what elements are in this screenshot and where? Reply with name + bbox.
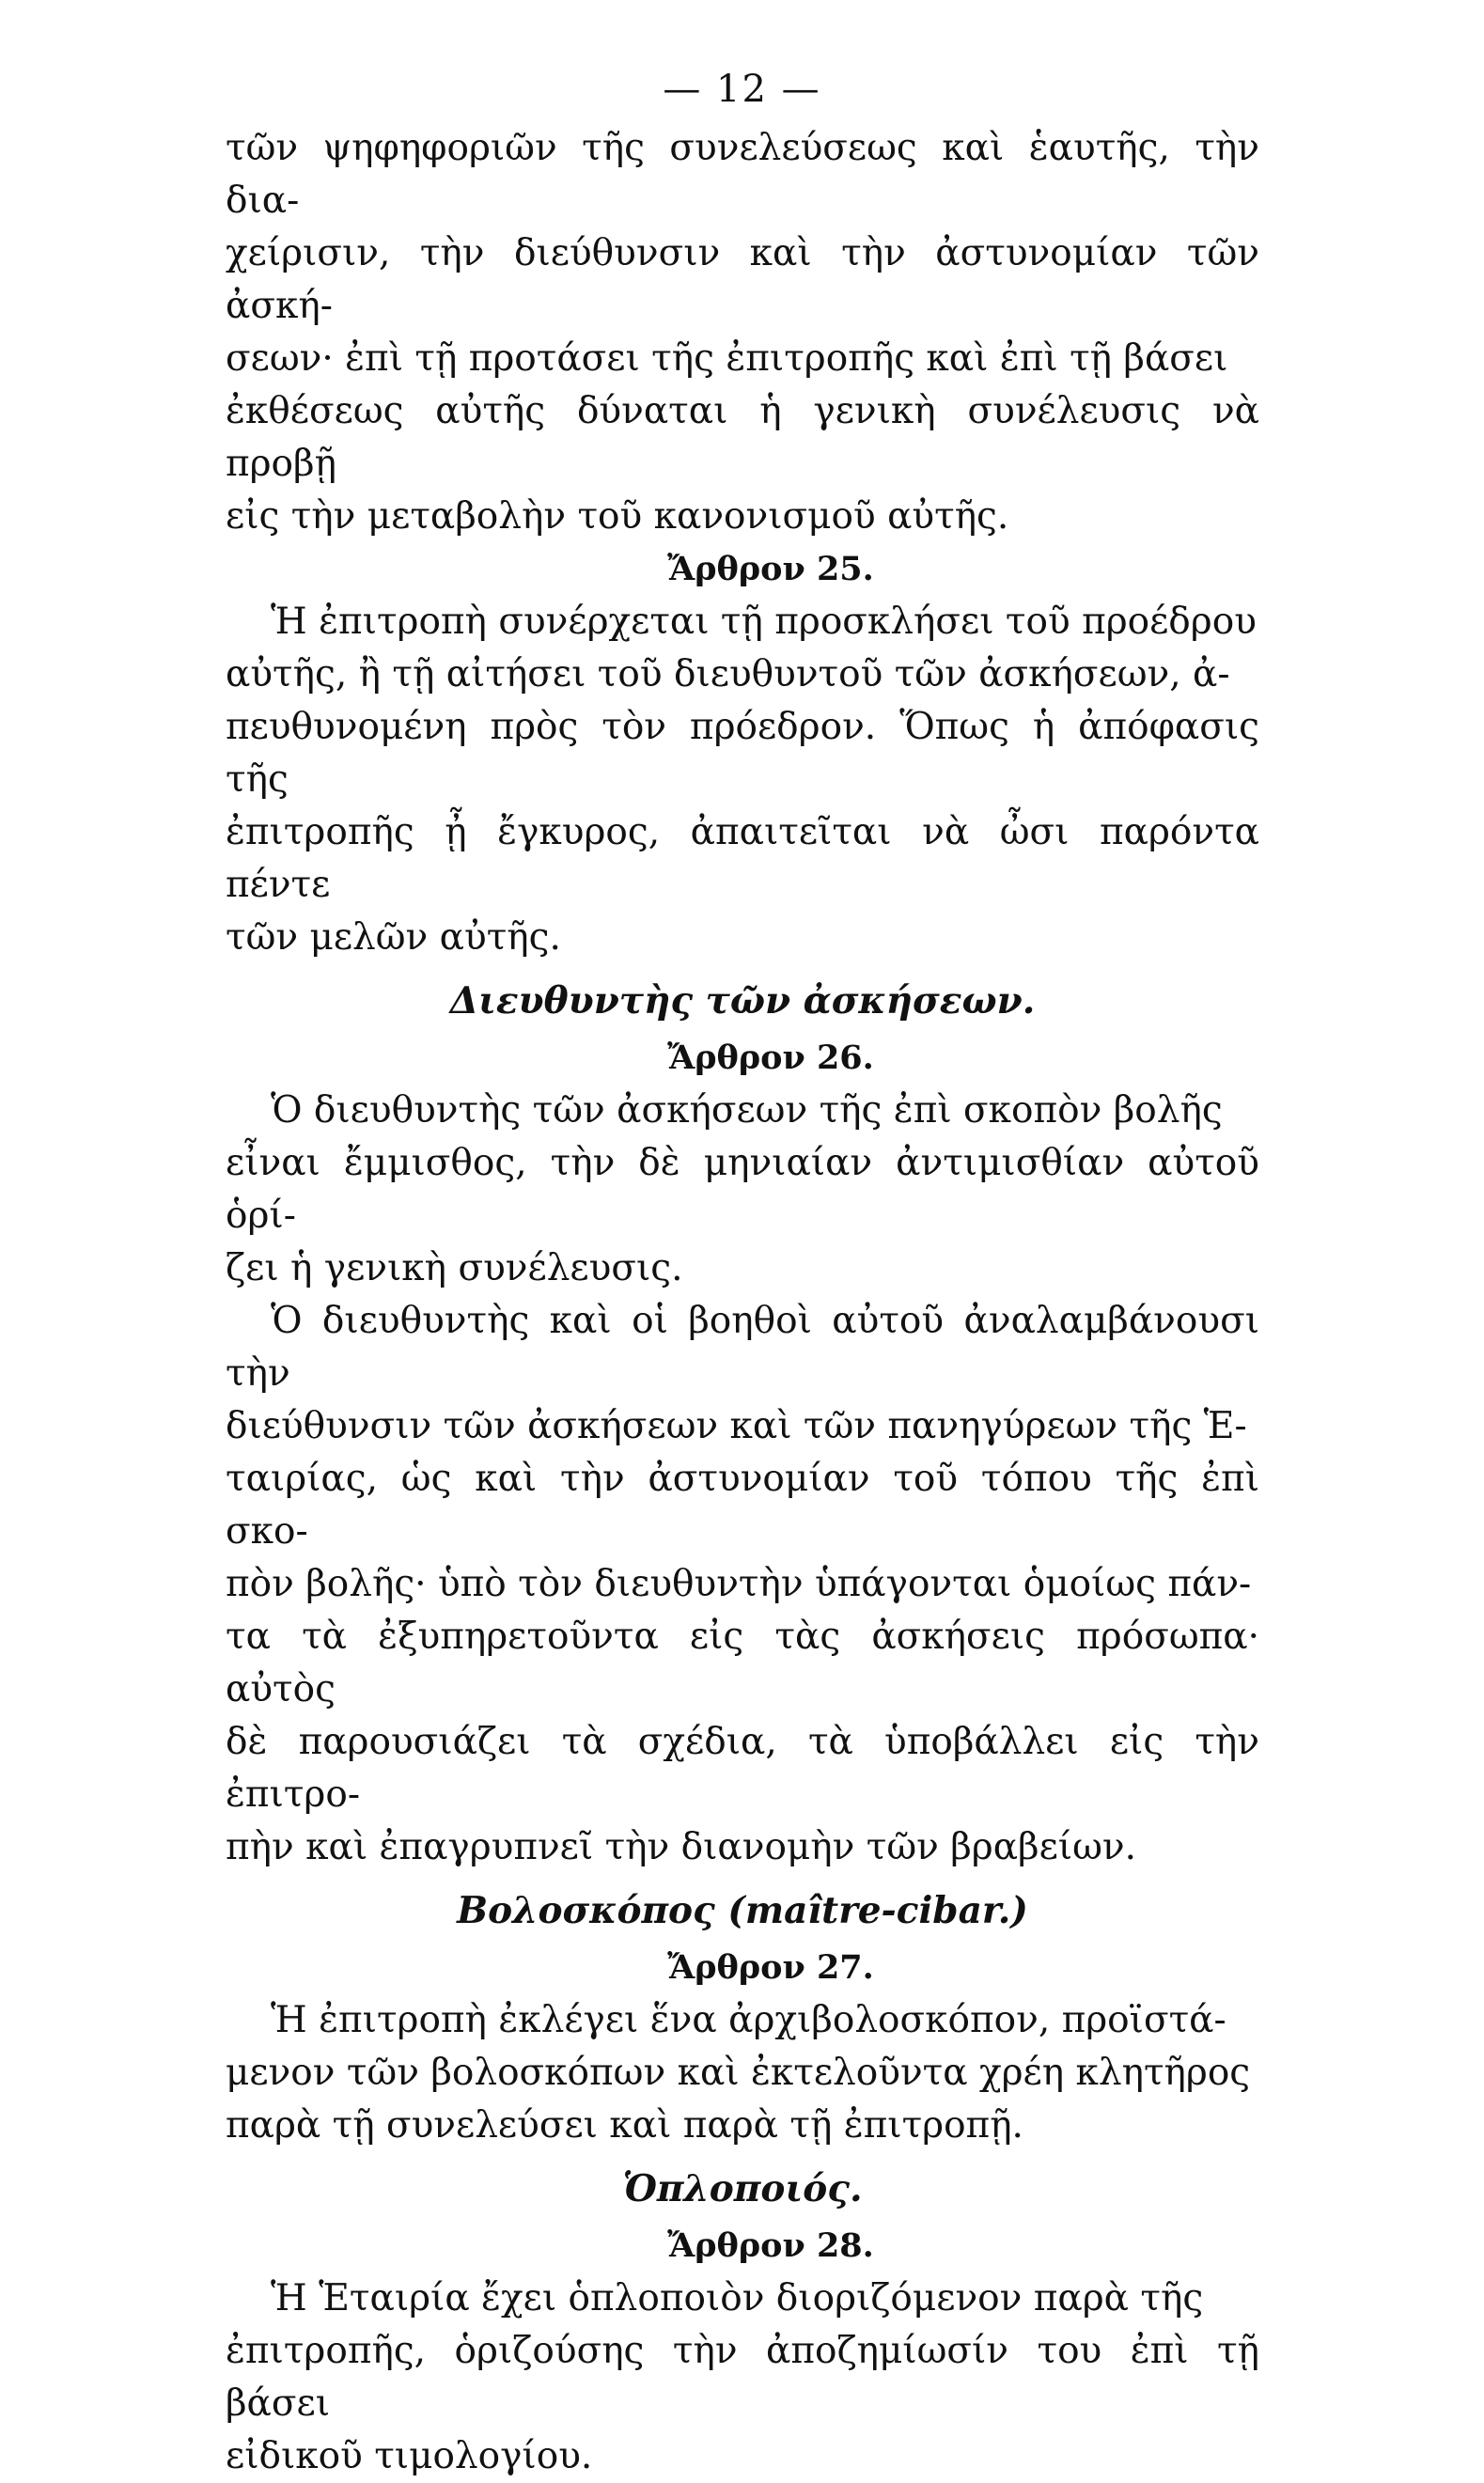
section-director-heading: Διευθυντὴς τῶν ἀσκήσεων.	[449, 979, 1036, 1023]
text-line: ταιρίας, ὡς καὶ τὴν ἀστυνομίαν τοῦ τόπου τῆς ἐπὶ σκο-	[226, 1458, 1259, 1553]
text-line: διεύθυνσιν τῶν ἀσκήσεων καὶ τῶν πανηγύρεων τῆς Ἑ-	[226, 1405, 1247, 1447]
article-25-heading: Ἄρθρον 25.	[667, 550, 874, 588]
article-28-heading: Ἄρθρον 28.	[667, 2226, 874, 2265]
text-line: πευθυνομένη πρὸς τὸν πρόεδρον. Ὅπως ἡ ἀπόφασις τῆς	[226, 706, 1259, 801]
text-line: εἰδικοῦ τιμολογίου.	[226, 2435, 593, 2477]
page-text-block	[226, 122, 1259, 2483]
text-line: πὸν βολῆς· ὑπὸ τὸν διευθυντὴν ὑπάγονται ὁμοίως πάν-	[226, 1563, 1252, 1605]
text-line: εἶναι ἔμμισθος, τὴν δὲ μηνιαίαν ἀντιμισθίαν αὐτοῦ ὁρί-	[226, 1142, 1259, 1237]
intro-paragraph	[226, 122, 1259, 543]
text-line: Ἡ Ἑταιρία ἔχει ὁπλοποιὸν διοριζόμενον παρὰ τῆς	[271, 2277, 1204, 2319]
text-line: μενον τῶν βολοσκόπων καὶ ἐκτελοῦντα χρέη κλητῆρος	[226, 2052, 1251, 2094]
article-26-paragraph-1	[226, 1085, 1259, 1295]
text-line: παρὰ τῇ συνελεύσει καὶ παρὰ τῇ ἐπιτροπῇ.	[226, 2104, 1023, 2147]
text-line: χείρισιν, τὴν διεύθυνσιν καὶ τὴν ἀστυνομίαν τῶν ἀσκή-	[226, 232, 1259, 327]
text-line: ἐπιτροπῆς, ὁριζούσης τὴν ἀποζημίωσίν του ἐπὶ τῇ βάσει	[226, 2330, 1259, 2425]
text-line: πὴν καὶ ἐπαγρυπνεῖ τὴν διανομὴν τῶν βραβείων.	[226, 1826, 1136, 1868]
text-line: δὲ παρουσιάζει τὰ σχέδια, τὰ ὑποβάλλει εἰς τὴν ἐπιτρο-	[226, 1721, 1259, 1816]
section-cibar-heading: Βολοσκόπος (maître-cibar.)	[457, 1889, 1028, 1932]
text-line: σεων· ἐπὶ τῇ προτάσει τῆς ἐπιτροπῆς καὶ ἐπὶ τῇ βάσει	[226, 337, 1228, 380]
text-line: Ἡ ἐπιτροπὴ συνέρχεται τῇ προσκλήσει τοῦ προέδρου	[271, 601, 1257, 643]
text-line: τα τὰ ἐξυπηρετοῦντα εἰς τὰς ἀσκήσεις πρόσωπα· αὐτὸς	[226, 1616, 1259, 1710]
article-27-paragraph	[226, 1994, 1259, 2152]
text-line: αὐτῆς, ἢ τῇ αἰτήσει τοῦ διευθυντοῦ τῶν ἀσκήσεων, ἀ-	[226, 653, 1230, 695]
text-line: τῶν μελῶν αὐτῆς.	[226, 916, 561, 959]
text-line: Ὁ διευθυντὴς τῶν ἀσκήσεων τῆς ἐπὶ σκοπὸν βολῆς	[271, 1089, 1223, 1132]
article-26-paragraph-2	[226, 1295, 1259, 1874]
text-line: τῶν ψηφηφοριῶν τῆς συνελεύσεως καὶ ἑαυτῆς, τὴν δια-	[226, 127, 1259, 222]
text-line: ἐπιτροπῆς ᾖ ἔγκυρος, ἀπαιτεῖται νὰ ὦσι παρόντα πέντε	[226, 811, 1259, 906]
text-line: ἐκθέσεως αὐτῆς δύναται ἡ γενικὴ συνέλευσις νὰ προβῇ	[226, 390, 1259, 485]
text-line: Ἡ ἐπιτροπὴ ἐκλέγει ἕνα ἀρχιβολοσκόπον, προϊστά-	[271, 1999, 1226, 2041]
page-number: — 12 —	[663, 68, 821, 111]
article-27-heading: Ἄρθρον 27.	[667, 1948, 874, 1987]
article-25-paragraph	[226, 596, 1259, 964]
article-28-paragraph	[226, 2272, 1259, 2483]
text-line: Ὁ διευθυντὴς καὶ οἱ βοηθοὶ αὐτοῦ ἀναλαμβάνουσι τὴν	[226, 1300, 1259, 1395]
article-26-heading: Ἄρθρον 26.	[667, 1038, 874, 1077]
section-armorer-heading: Ὁπλοποιός.	[622, 2167, 863, 2210]
text-line: εἰς τὴν μεταβολὴν τοῦ κανονισμοῦ αὐτῆς.	[226, 495, 1009, 538]
text-line: ζει ἡ γενικὴ συνέλευσις.	[226, 1247, 683, 1289]
